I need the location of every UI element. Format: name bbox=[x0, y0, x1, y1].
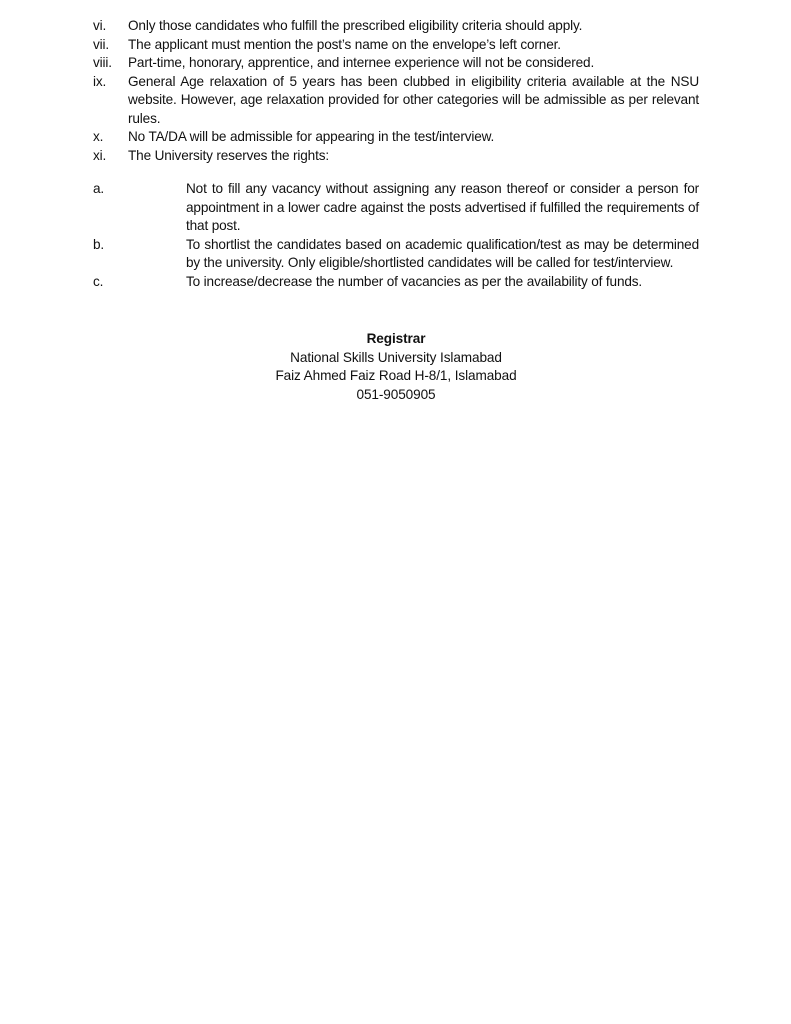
right-marker: c. bbox=[93, 273, 104, 289]
condition-text: General Age relaxation of 5 years has been clubbed in eligibility criteria available at the NSU website. However, age relaxation provided for other categories will be admissible as per relevant rules. bbox=[128, 73, 699, 126]
right-item bbox=[93, 236, 699, 273]
right-text: To shortlist the candidates based on academic qualification/test as may be determined by the university. Only eligible/shortlisted candidates will be called for test/interview. bbox=[186, 236, 699, 270]
condition-marker: vi. bbox=[93, 18, 107, 33]
right-marker: a. bbox=[93, 181, 105, 196]
rights-list bbox=[93, 180, 699, 291]
right-text: To increase/decrease the number of vacancies as per the availability of funds. bbox=[186, 273, 643, 289]
condition-marker: ix. bbox=[93, 73, 107, 89]
condition-text: Only those candidates who fulfill the prescribed eligibility criteria should apply. bbox=[128, 18, 583, 33]
condition-marker: xi. bbox=[93, 147, 107, 163]
condition-item bbox=[93, 128, 699, 147]
signature-block bbox=[196, 330, 596, 404]
condition-text: Part-time, honorary, apprentice, and internee experience will not be considered. bbox=[128, 55, 595, 70]
condition-marker: x. bbox=[93, 129, 104, 144]
condition-text: No TA/DA will be admissible for appearing in the test/interview. bbox=[128, 129, 495, 144]
condition-item bbox=[93, 73, 699, 129]
condition-text: The applicant must mention the post’s name on the envelope’s left corner. bbox=[128, 36, 561, 52]
contact-phone: 051-9050905 bbox=[356, 386, 436, 402]
condition-item bbox=[93, 36, 699, 55]
conditions-list bbox=[93, 17, 699, 165]
organization-address: Faiz Ahmed Faiz Road H-8/1, Islamabad bbox=[275, 368, 517, 383]
right-marker: b. bbox=[93, 236, 105, 252]
right-item bbox=[93, 180, 699, 236]
right-text: Not to fill any vacancy without assigning any reason thereof or consider a person for appointment in a lower cadre against the posts advertised if fulfilled the requirements of that post. bbox=[186, 181, 699, 233]
condition-marker: viii. bbox=[93, 55, 112, 70]
condition-text: The University reserves the rights: bbox=[128, 147, 329, 163]
right-item bbox=[93, 273, 699, 292]
signatory-title: Registrar bbox=[366, 331, 426, 346]
condition-item bbox=[93, 147, 699, 166]
condition-marker: vii. bbox=[93, 36, 110, 52]
organization-name: National Skills University Islamabad bbox=[290, 349, 502, 365]
condition-item bbox=[93, 54, 699, 73]
condition-item bbox=[93, 17, 699, 36]
